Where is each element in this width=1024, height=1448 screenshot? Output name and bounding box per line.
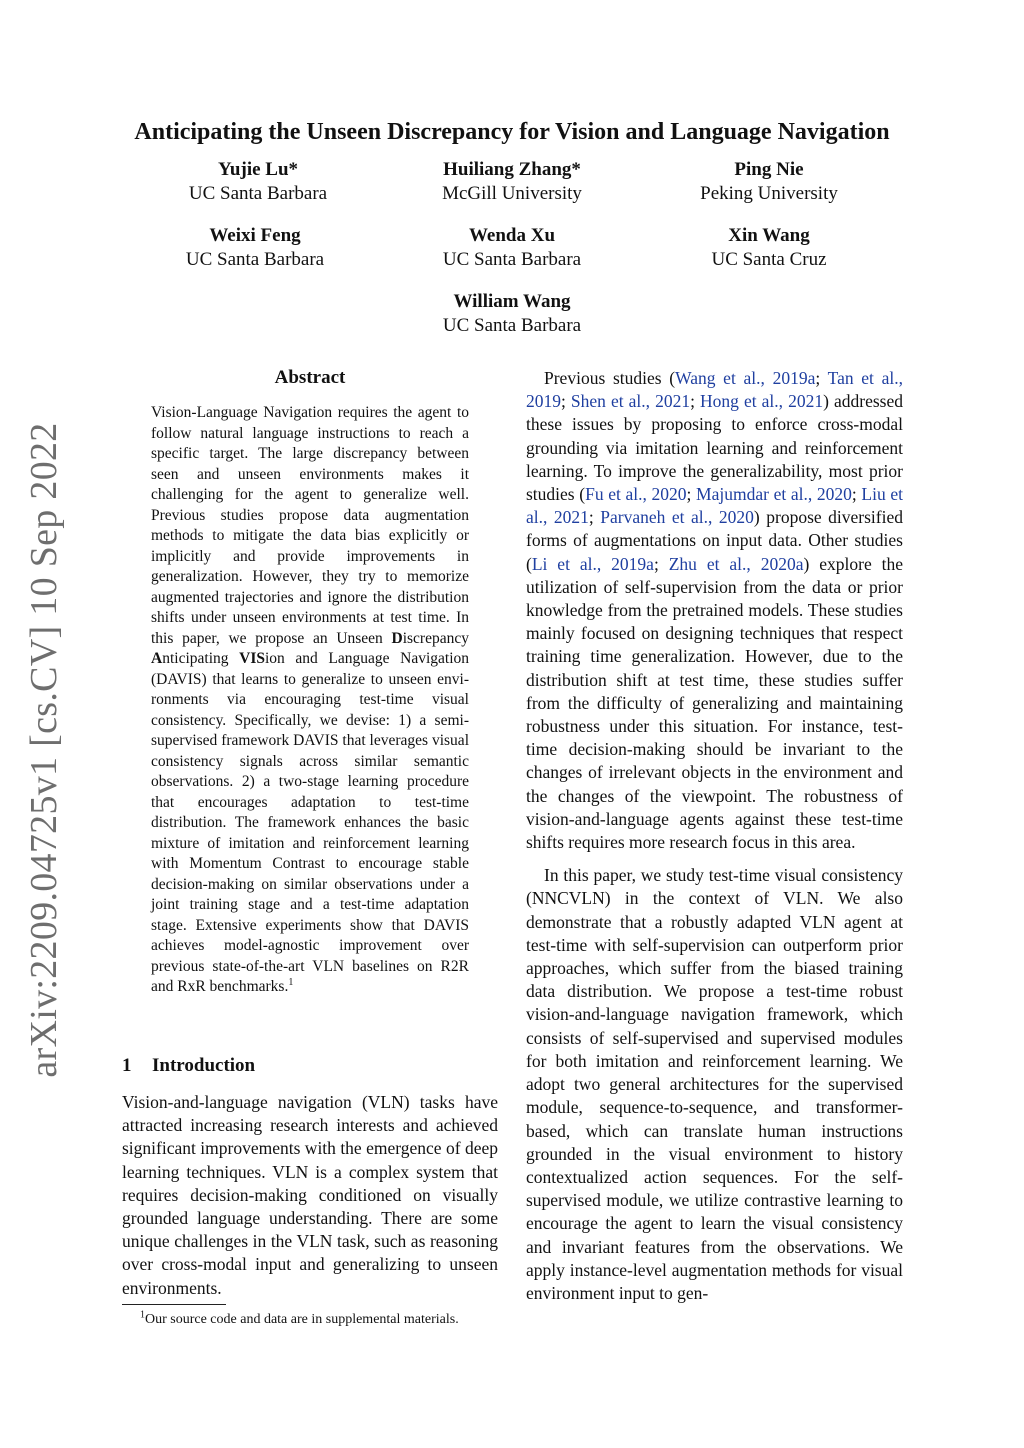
citation-link[interactable]: Majumdar et al., 2020 <box>696 484 852 505</box>
body-text: ) explore the utilization of self-supervision from the data or prior knowledge from the pretrained models. These studies mainly focused on designing techniques that respect training time generalization. However, due to the distribution shift at test time, these studies suffer from the difficulty of generalizing and maintaining robustness under this situation. For instance, test-time decision-making should be invariant to the changes of irrelevant objects in the environment and the changes of the viewpoint. The robustness of vision-and-language agents against these test-time shifts requires more research focus in this area. <box>526 553 904 853</box>
citation-link[interactable]: Parvaneh et al., 2020 <box>600 507 754 528</box>
section-title: Introduction <box>152 1055 256 1076</box>
author-name: William Wang <box>453 291 571 312</box>
footnote <box>122 1311 502 1329</box>
author-name: Ping Nie <box>734 159 804 180</box>
footnote-mark: 1 <box>140 1309 145 1321</box>
abstract-bold-letter: D <box>391 629 403 647</box>
abstract-body <box>151 403 469 998</box>
author-affiliation: Peking University <box>700 183 838 204</box>
citation-link[interactable]: Zhu et al., 2020a <box>668 553 804 574</box>
abstract-text: Vision-Language Navigation requires the agent to follow natural language instructions to reach a specific target. The large discrepancy between seen and unseen environments makes it challenging for the agent to generalize well. Previous studies propose data augmentation methods to mitigate the data bias explicitly or implicitly and provide improvements in generalization. However, they try to memorize augmented trajectories and ignore the distribution shifts under unseen environments at test time. In this paper, we propose an Unseen <box>151 404 469 647</box>
author-name: Huiliang Zhang* <box>443 159 581 180</box>
introduction-paragraph: Vision-and-language navigation (VLN) tasks have attracted increasing research interests and achieved significant improvements with the emergence of deep learning techniques. VLN is a complex system that requires decision-making conditioned on visually grounded language understanding. There are some unique challenges in the VLN task, such as reasoning over cross-modal input and generalizing to unseen environments. <box>122 1092 498 1298</box>
abstract-bold-letter: VIS <box>239 650 265 667</box>
author-name: Yujie Lu* <box>217 159 299 180</box>
abstract-paragraph <box>151 403 469 998</box>
author-affiliation: UC Santa Barbara <box>188 183 328 204</box>
author-block <box>382 224 642 272</box>
footnote-divider <box>122 1304 226 1305</box>
footnote-text: Our source code and data are in supplemental materials. <box>145 1312 459 1327</box>
citation-link[interactable]: Fu et al., 2020 <box>585 484 687 505</box>
citation-link[interactable]: Wang et al., 2019a <box>675 368 816 388</box>
body-text: Previous studies ( <box>544 368 676 388</box>
body-text: ; <box>588 507 601 528</box>
abstract-text: iscrepancy <box>402 629 469 647</box>
author-block <box>125 224 385 272</box>
author-affiliation: UC Santa Barbara <box>442 249 582 270</box>
body-text: ; <box>561 391 571 412</box>
body-paragraph <box>526 367 903 854</box>
footnote-marker[interactable]: 1 <box>288 976 294 988</box>
body-paragraph: In this paper, we study test-time visual consistency (NNCVLN) in the context of VLN. We also demonstrate that a robustly adapted VLN agent at test-time with self-supervision can outperform prior approaches, which suffer from the biased training data distribution. We propose a test-time robust vision-and-language navigation framework, which consists of self-supervised and supervised modules for both imitation and reinforcement learning. We adopt two general architectures for the supervised module, sequence-to-sequence, and transformer-based, which can translate human instructions grounded in the visual environment to history contextualized action sequences. For the self-supervised module, we utilize contrastive learning to encourage the agent to learn the visual consistency and invariant features from the observations. We apply instance-level augmentation methods for visual environment input to gen- <box>526 865 903 1303</box>
citation-link[interactable]: Tan et al., 2019 <box>526 368 903 412</box>
abstract-heading: Abstract <box>274 367 346 388</box>
body-text: ; <box>686 484 697 505</box>
author-affiliation: UC Santa Cruz <box>711 249 827 270</box>
author-block <box>382 158 642 206</box>
citation-link[interactable]: Liu et al., 2021 <box>526 484 903 528</box>
body-text: ; <box>851 484 862 505</box>
paper-title: Anticipating the Unseen Discrepancy for Vision and Language Navigation <box>134 119 890 145</box>
section-heading-introduction <box>122 1054 255 1078</box>
introduction-body <box>122 1091 498 1300</box>
body-text: ; <box>815 368 828 388</box>
body-text: ; <box>653 553 669 574</box>
author-block <box>639 224 899 272</box>
citation-link[interactable]: Li et al., 2019a <box>531 553 654 574</box>
citation-link[interactable]: Hong et al., 2021 <box>700 391 824 412</box>
author-name: Wenda Xu <box>468 225 556 246</box>
right-column <box>526 367 903 1305</box>
author-affiliation: UC Santa Barbara <box>442 315 582 336</box>
author-affiliation: UC Santa Barbara <box>185 249 325 270</box>
author-affiliation: McGill University <box>442 183 582 204</box>
abstract-text: ion and Language Navigation (DAVIS) that learns to generalize to unseen environments via encouraging test-time visual consistency. Specifically, we devise: 1) a semi-supervised framework DAVIS that leverages visual consistency signals across similar semantic observations. 2) a two-stage learning procedure that encourages adaptation to test-time distribution. The framework enhances the basic mixture of imitation and reinforcement learning with Momentum Contrast to encourage stable decision-making on similar observations under a joint training stage and a test-time adaptation stage. Extensive experiments show that DAVIS achieves model-agnostic improvement over previous state-of-the-art VLN baselines on R2R and RxR benchmarks. <box>151 650 470 995</box>
author-name: Weixi Feng <box>209 225 301 246</box>
citation-link[interactable]: Shen et al., 2021 <box>570 391 691 412</box>
author-block <box>639 158 899 206</box>
author-block <box>382 290 642 338</box>
body-text: ) addressed these issues by proposing to enforce cross-modal grounding via imitation learning and reinforcement learning. To improve the generalizability, most prior studies ( <box>526 391 903 505</box>
section-number: 1 <box>122 1055 132 1076</box>
arxiv-identifier: arXiv:2209.04725v1 [cs.CV] 10 Sep 2022 <box>23 422 65 1078</box>
body-text: ; <box>690 391 701 412</box>
body-text: ) propose diversified forms of augmentations on input data. Other studies ( <box>526 507 903 574</box>
author-name: Xin Wang <box>728 225 810 246</box>
abstract-bold-letter: A <box>151 650 163 667</box>
abstract-text: nticipating <box>162 650 240 667</box>
author-block <box>128 158 388 206</box>
